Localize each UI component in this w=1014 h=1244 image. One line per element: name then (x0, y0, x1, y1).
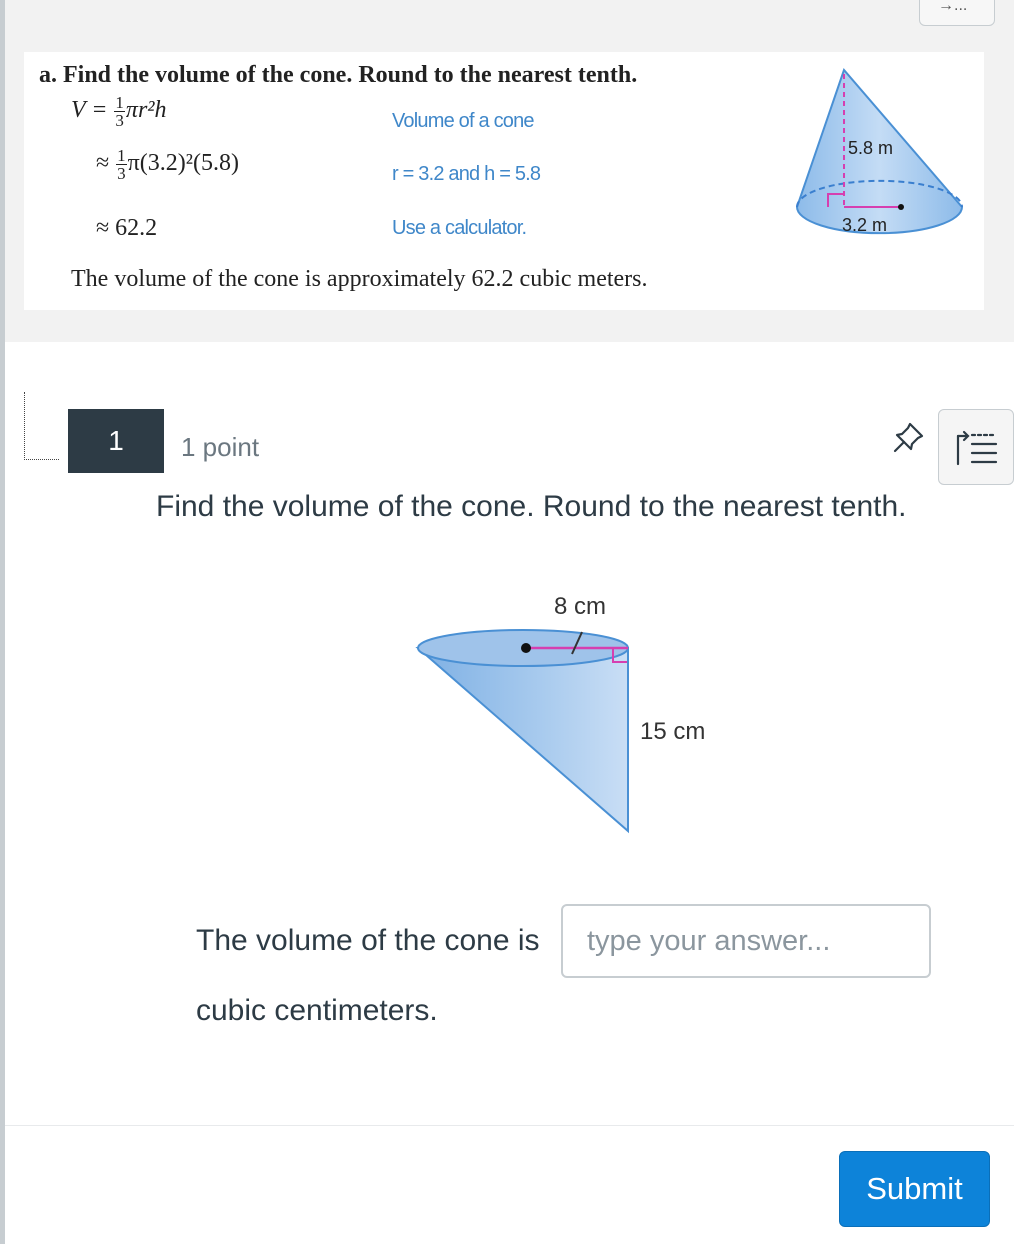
question-number: 1 (68, 409, 164, 473)
example-card (24, 52, 984, 310)
substituted-expression: π(3.2)²(5.8) (127, 150, 239, 177)
list-icon (954, 430, 998, 466)
answer-suffix-text: cubic centimeters. (196, 994, 438, 1027)
answer-input[interactable] (561, 904, 931, 978)
footer-divider (5, 1125, 1014, 1126)
approx-symbol: ≈ (96, 150, 110, 177)
formula-line-2 (96, 147, 239, 182)
question-cone-figure (410, 586, 740, 838)
height-label: 15 cm (640, 718, 706, 745)
example-heading: a. Find the volume of the cone. Round to the nearest tenth. (39, 62, 638, 88)
radius-label: 3.2 m (842, 215, 888, 235)
example-cone-figure (794, 64, 966, 242)
formula-line-3: ≈ 62.2 (96, 215, 158, 241)
radius-label: 8 cm (554, 593, 607, 620)
base-center-dot (898, 204, 904, 210)
submit-button[interactable]: Submit (839, 1151, 990, 1227)
note-substitution: r = 3.2 and h = 5.8 (392, 163, 541, 185)
height-label: 5.8 m (848, 138, 894, 158)
cone-body (418, 648, 628, 831)
question-points: 1 point (181, 432, 260, 462)
base-center-dot (521, 643, 531, 653)
note-calculator: Use a calculator. (392, 217, 527, 239)
question-flag-marker (24, 392, 59, 460)
formula-line-1 (71, 94, 166, 129)
formula-lhs: V = (71, 97, 108, 124)
answer-prefix-text: The volume of the cone is (196, 924, 540, 957)
one-third-fraction: $\frac{1}{3}$ (115, 93, 124, 130)
example-conclusion: The volume of the cone is approximately 62.2 cubic meters. (71, 266, 648, 292)
one-third-fraction: $\frac{1}{3}$ (117, 146, 126, 183)
pin-icon[interactable] (890, 420, 926, 456)
formula-rest: πr²h (125, 97, 167, 124)
nav-arrow-label: →... (938, 0, 968, 14)
question-prompt: Find the volume of the cone. Round to the nearest tenth. (156, 490, 907, 523)
question-list-button[interactable] (938, 409, 1014, 485)
note-volume-of-cone: Volume of a cone (392, 110, 534, 132)
previous-nav-button[interactable] (919, 0, 995, 26)
